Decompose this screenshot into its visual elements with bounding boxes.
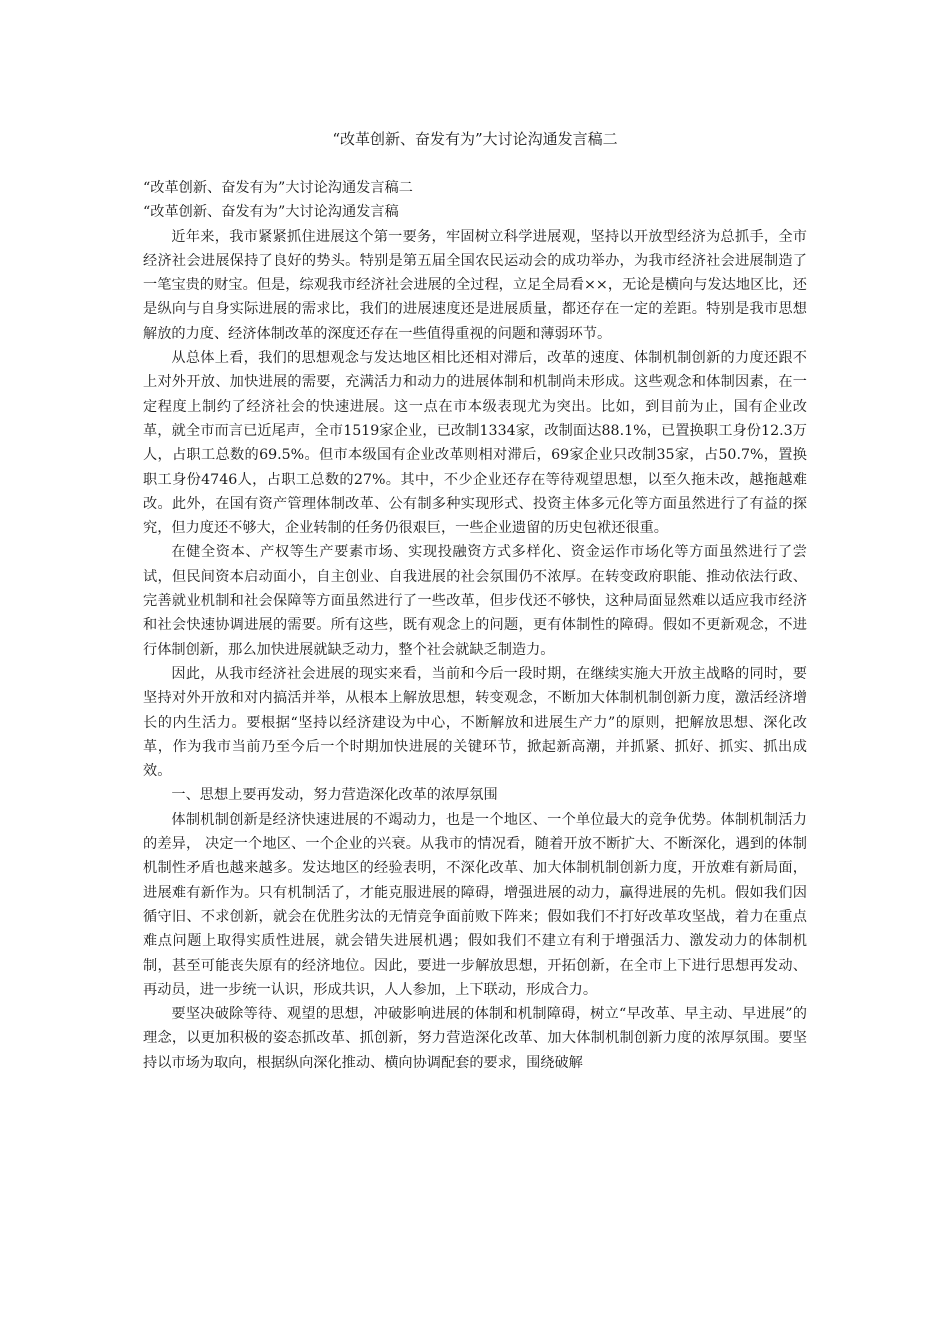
paragraph: 从总体上看，我们的思想观念与发达地区相比还相对滞后，改革的速度、体制机制创新的力度还跟不上对外开放、加快进展的需要，充满活力和动力的进展体制和机制尚未形成。这些观念和体制因素，在一定程度上制约了经济社会的快速进展。这一点在市本级表现尤为突出。比如，到目前为止，国有企业改革，就全市而言已近尾声，全市1519家企业，已改制1334家，改制面达88.1%，已置换职工身份12.3万人，占职工总数的69.5%。但市本级国有企业改革则相对滞后，69家企业只改制35家，占50.7%，置换职工身份4746人，占职工总数的27%。其中，不少企业还存在等待观望思想，以至久拖未改，越拖越难改。此外，在国有资产管理体制改革、公有制多种实现形式、投资主体多元化等方面虽然进行了有益的探究，但力度还不够大，企业转制的任务仍很艰巨，一些企业遗留的历史包袱还很重。: [143, 350, 807, 537]
subtitle-line-1: “改革创新、奋发有为”大讨论沟通发言稿二: [143, 180, 413, 196]
document-body: [143, 176, 807, 1075]
paragraph: 近年来，我市紧紧抓住进展这个第一要务，牢固树立科学进展观，坚持以开放型经济为总抓手，全市经济社会进展保持了良好的势头。特别是第五届全国农民运动会的成功举办，为我市经济社会进展制造了一笔宝贵的财宝。但是，综观我市经济社会进展的全过程，立足全局看××，无论是横向与发达地区比，还是纵向与自身实际进展的需求比，我们的进展速度还是进展质量，都还存在一定的差距。特别是我市思想解放的力度、经济体制改革的深度还存在一些值得重视的问题和薄弱环节。: [143, 228, 807, 342]
paragraph: 在健全资本、产权等生产要素市场、实现投融资方式多样化、资金运作市场化等方面虽然进行了尝试，但民间资本启动面小，自主创业、自我进展的社会氛围仍不浓厚。在转变政府职能、推动依法行政、完善就业机制和社会保障等方面虽然进行了一些改革，但步伐还不够快，这种局面显然难以适应我市经济和社会快速协调进展的需要。所有这些，既有观念上的问题，更有体制性的障碍。假如不更新观念，不进行体制创新，那么加快进展就缺乏动力，整个社会就缺乏制造力。: [143, 544, 807, 658]
section-heading: 一、思想上要再发动，努力营造深化改革的浓厚氛围: [171, 787, 498, 804]
paragraph: 要坚决破除等待、观望的思想，冲破影响进展的体制和机制障碍，树立“早改革、早主动、早进展”的理念，以更加积极的姿态抓改革、抓创新，努力营造深化改革、加大体制机制创新力度的浓厚氛围。要坚持以市场为取向，根据纵向深化推动、横向协调配套的要求，围绕破解: [143, 1006, 807, 1071]
document-title: “改革创新、奋发有为”大讨论沟通发言稿二: [332, 130, 618, 148]
subtitle-line-2: “改革创新、奋发有为”大讨论沟通发言稿: [143, 204, 399, 221]
paragraph: 因此，从我市经济社会进展的现实来看，当前和今后一段时期，在继续实施大开放主战略的同时，要坚持对外开放和对内搞活并举，从根本上解放思想，转变观念，不断加大体制机制创新力度，激活经济增长的内生活力。要根据“坚持以经济建设为中心，不断解放和进展生产力”的原则，把解放思想、深化改革，作为我市当前乃至今后一个时期加快进展的关键环节，掀起新高潮，并抓紧、抓好、抓实、抓出成效。: [143, 665, 807, 780]
paragraph: 体制机制创新是经济快速进展的不竭动力，也是一个地区、一个单位最大的竞争优势。体制机制活力的差异， 决定一个地区、一个企业的兴衰。从我市的情况看，随着开放不断扩大、不断深化，遇到的体制机制性矛盾也越来越多。发达地区的经验表明，不深化改革、加大体制机制创新力度，开放难有新局面，进展难有新作为。只有机制活了，才能克服进展的障碍，增强进展的动力，赢得进展的先机。假如我们因循守旧、不求创新，就会在优胜劣汰的无情竞争面前败下阵来；假如我们不打好改革攻坚战，着力在重点难点问题上取得实质性进展，就会错失进展机遇；假如我们不建立有利于增强活力、激发动力的体制机制，甚至可能丧失原有的经济地位。因此，要进一步解放思想，开拓创新，在全市上下进行思想再发动、再动员，进一步统一认识，形成共识，人人参加，上下联动，形成合力。: [143, 811, 807, 998]
